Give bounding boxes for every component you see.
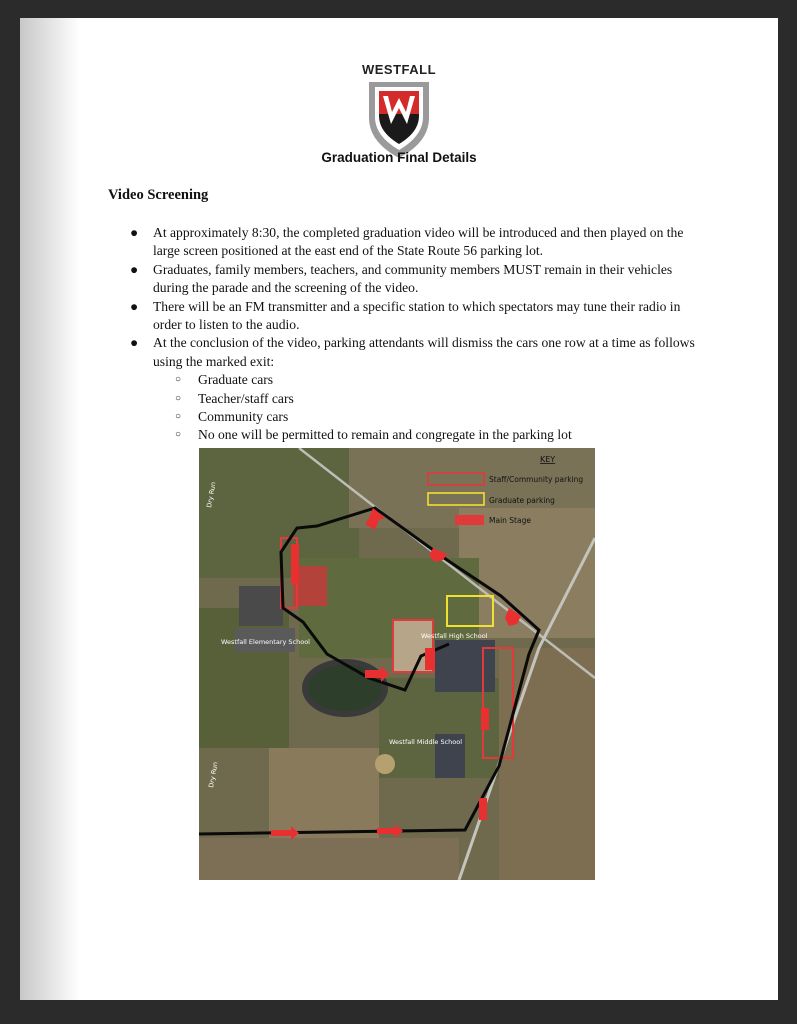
map-label-elementary-school: Westfall Elementary School xyxy=(221,638,310,646)
key-label-main-stage: Main Stage xyxy=(489,516,531,525)
page-title: Graduation Final Details xyxy=(321,150,477,165)
list-item: ● At approximately 8:30, the completed graduation video will be introduced and then played on the large screen positioned at the east end of the State Route 56 parking lot. xyxy=(130,225,684,259)
bullet-dot-icon: ● xyxy=(130,335,139,351)
circle-bullet-icon: ○ xyxy=(175,392,182,404)
page-edge-shadow xyxy=(20,18,80,1000)
circle-bullet-icon: ○ xyxy=(175,411,182,423)
map-label-high-school: Westfall High School xyxy=(421,632,488,640)
sub-list-item: ○ Graduate cars xyxy=(108,371,708,389)
circle-bullet-icon: ○ xyxy=(175,374,182,386)
school-logo xyxy=(360,62,438,162)
map-key-title: KEY xyxy=(540,455,556,464)
section-heading: Video Screening xyxy=(108,187,209,203)
map-label-middle-school: Westfall Middle School xyxy=(389,738,463,746)
list-item: ● Graduates, family members, teachers, and community members MUST remain in their vehicles during the parade and the screening of the video. xyxy=(130,261,673,296)
parking-map xyxy=(199,448,595,880)
shield-icon xyxy=(365,78,433,160)
sub-list-item: ○ Teacher/staff cars xyxy=(108,390,708,408)
bullet-list xyxy=(108,224,708,445)
key-label-staff-parking: Staff/Community parking xyxy=(489,475,584,484)
list-item: ● At the conclusion of the video, parking attendants will dismiss the cars one row at a time as follows using the marked exit: xyxy=(130,335,695,369)
bullet-dot-icon: ● xyxy=(130,225,139,240)
sub-list-item: ○ Community cars xyxy=(108,408,708,426)
circle-bullet-icon: ○ xyxy=(175,429,182,441)
document-page xyxy=(20,18,778,1000)
sub-list-item: ○ No one will be permitted to remain and congregate in the parking lot xyxy=(108,426,708,444)
list-item: ● There will be an FM transmitter and a specific station to which spectators may tune their radio in order to listen to the audio. xyxy=(130,298,681,333)
map-label-dry-run: Dry Run xyxy=(205,481,218,509)
bullet-dot-icon: ● xyxy=(130,261,139,277)
logo-wordmark: WESTFALL xyxy=(361,62,437,77)
key-label-graduate-parking: Graduate parking xyxy=(489,496,555,505)
map-label-dry-run: Dry Run xyxy=(207,761,220,789)
bullet-dot-icon: ● xyxy=(130,298,139,314)
